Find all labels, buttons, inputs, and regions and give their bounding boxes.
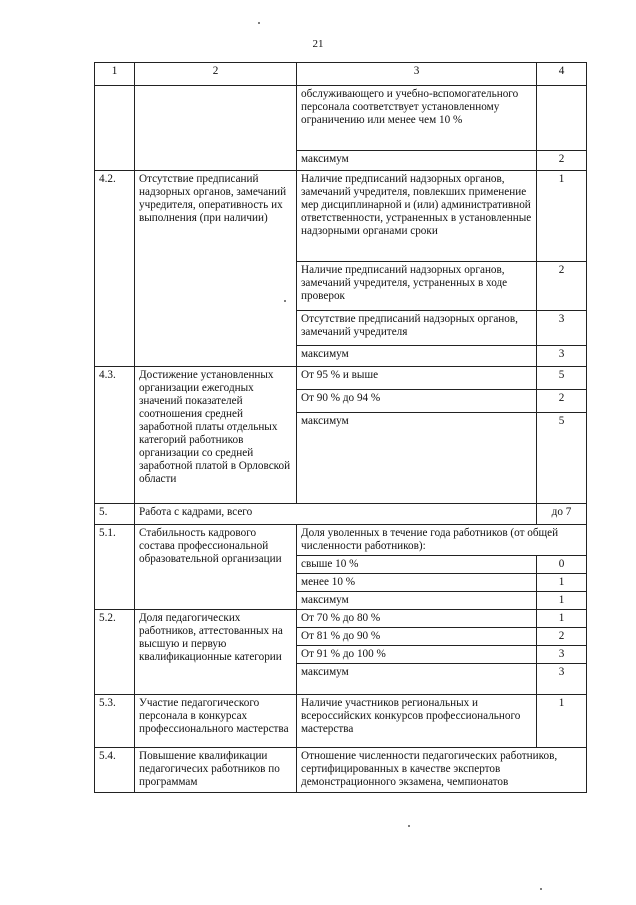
criterion-text: Отношение численности педагогических работников, сертифицированных в качестве экспертов демонстрационного экзамена, чемпионатов xyxy=(297,748,587,793)
criterion-score: 1 xyxy=(537,592,587,610)
criterion-score: 3 xyxy=(537,664,587,695)
section-title: Доля педагогических работников, аттестованных на высшую и первую квалификационные категории xyxy=(135,610,297,695)
table-row xyxy=(95,367,587,390)
page-number: 21 xyxy=(312,38,324,50)
scan-speck xyxy=(540,888,542,890)
row-number-cell xyxy=(95,86,135,171)
criterion-text: Наличие предписаний надзорных органов, замечаний учредителя, повлекших применение мер дисциплинарной и (или) административной ответственности, устраненных в установленные надзорными органами сроки xyxy=(297,171,537,262)
header-col-1: 1 xyxy=(95,63,135,86)
section-title: Повышение квалификации педагогичесих работников по программам xyxy=(135,748,297,793)
table-row xyxy=(95,610,587,628)
criterion-score: 2 xyxy=(537,262,587,311)
header-col-2: 2 xyxy=(135,63,297,86)
criterion-score: 5 xyxy=(537,413,587,504)
table-row xyxy=(95,695,587,748)
section-title: Участие педагогического персонала в конкурсах профессионального мастерства xyxy=(135,695,297,748)
section-title: Работа с кадрами, всего xyxy=(135,504,537,525)
criterion-score: 1 xyxy=(537,610,587,628)
criterion-score: 3 xyxy=(537,646,587,664)
criterion-score: 2 xyxy=(537,390,587,413)
scan-speck xyxy=(258,22,260,24)
criterion-score: 0 xyxy=(537,556,587,574)
section-number: 5.2. xyxy=(95,610,135,695)
section-number: 5. xyxy=(95,504,135,525)
section-number: 4.3. xyxy=(95,367,135,504)
criterion-text: максимум xyxy=(297,413,537,504)
criterion-text: максимум xyxy=(297,664,537,695)
criterion-text: От 91 % до 100 % xyxy=(297,646,537,664)
criterion-text: максимум xyxy=(297,592,537,610)
criterion-score: 5 xyxy=(537,367,587,390)
criterion-text: От 81 % до 90 % xyxy=(297,628,537,646)
criterion-text: Отсутствие предписаний надзорных органов, замечаний учредителя xyxy=(297,311,537,346)
section-number: 5.3. xyxy=(95,695,135,748)
scan-speck xyxy=(408,825,410,827)
criterion-score: 2 xyxy=(537,628,587,646)
criterion-text: Наличие предписаний надзорных органов, замечаний учредителя, устраненных в ходе проверок xyxy=(297,262,537,311)
criterion-score: 3 xyxy=(537,346,587,367)
criterion-score: 2 xyxy=(537,151,587,171)
scan-speck xyxy=(284,300,286,302)
table-row xyxy=(95,86,587,151)
section-title: Стабильность кадрового состава профессиональной образовательной организации xyxy=(135,525,297,610)
section-title: Отсутствие предписаний надзорных органов, замечаний учредителя, оперативность их выполнения (при наличии) xyxy=(135,171,297,367)
criterion-text: свыше 10 % xyxy=(297,556,537,574)
criterion-text: От 70 % до 80 % xyxy=(297,610,537,628)
row-title-cell xyxy=(135,86,297,171)
table-row xyxy=(95,171,587,262)
criterion-text: максимум xyxy=(297,346,537,367)
section-title: Достижение установленных организации ежегодных значений показателей соотношения средней заработной платы отдельных категорий работников организации со средней заработной платой в Орловской области xyxy=(135,367,297,504)
criteria-table xyxy=(94,62,587,793)
criterion-score: 1 xyxy=(537,695,587,748)
criterion-text: обслуживающего и учебно-вспомогательного персонала соответствует установленному ограничению или менее чем 10 % xyxy=(297,86,537,151)
table-row xyxy=(95,525,587,556)
criterion-text: менее 10 % xyxy=(297,574,537,592)
criterion-text: максимум xyxy=(297,151,537,171)
criterion-text: От 95 % и выше xyxy=(297,367,537,390)
criterion-text: От 90 % до 94 % xyxy=(297,390,537,413)
section-max-score: до 7 xyxy=(537,504,587,525)
section-number: 4.2. xyxy=(95,171,135,367)
criterion-score: 1 xyxy=(537,171,587,262)
criterion-score: 1 xyxy=(537,574,587,592)
table-header-row xyxy=(95,63,587,86)
header-col-4: 4 xyxy=(537,63,587,86)
table-row xyxy=(95,504,587,525)
criterion-score: 3 xyxy=(537,311,587,346)
section-number: 5.4. xyxy=(95,748,135,793)
criterion-subheading: Доля уволенных в течение года работников (от общей численности работников): xyxy=(297,525,587,556)
criterion-text: Наличие участников региональных и всероссийских конкурсов профессионального мастерства xyxy=(297,695,537,748)
section-number: 5.1. xyxy=(95,525,135,610)
header-col-3: 3 xyxy=(297,63,537,86)
table-row xyxy=(95,748,587,793)
criterion-score xyxy=(537,86,587,151)
